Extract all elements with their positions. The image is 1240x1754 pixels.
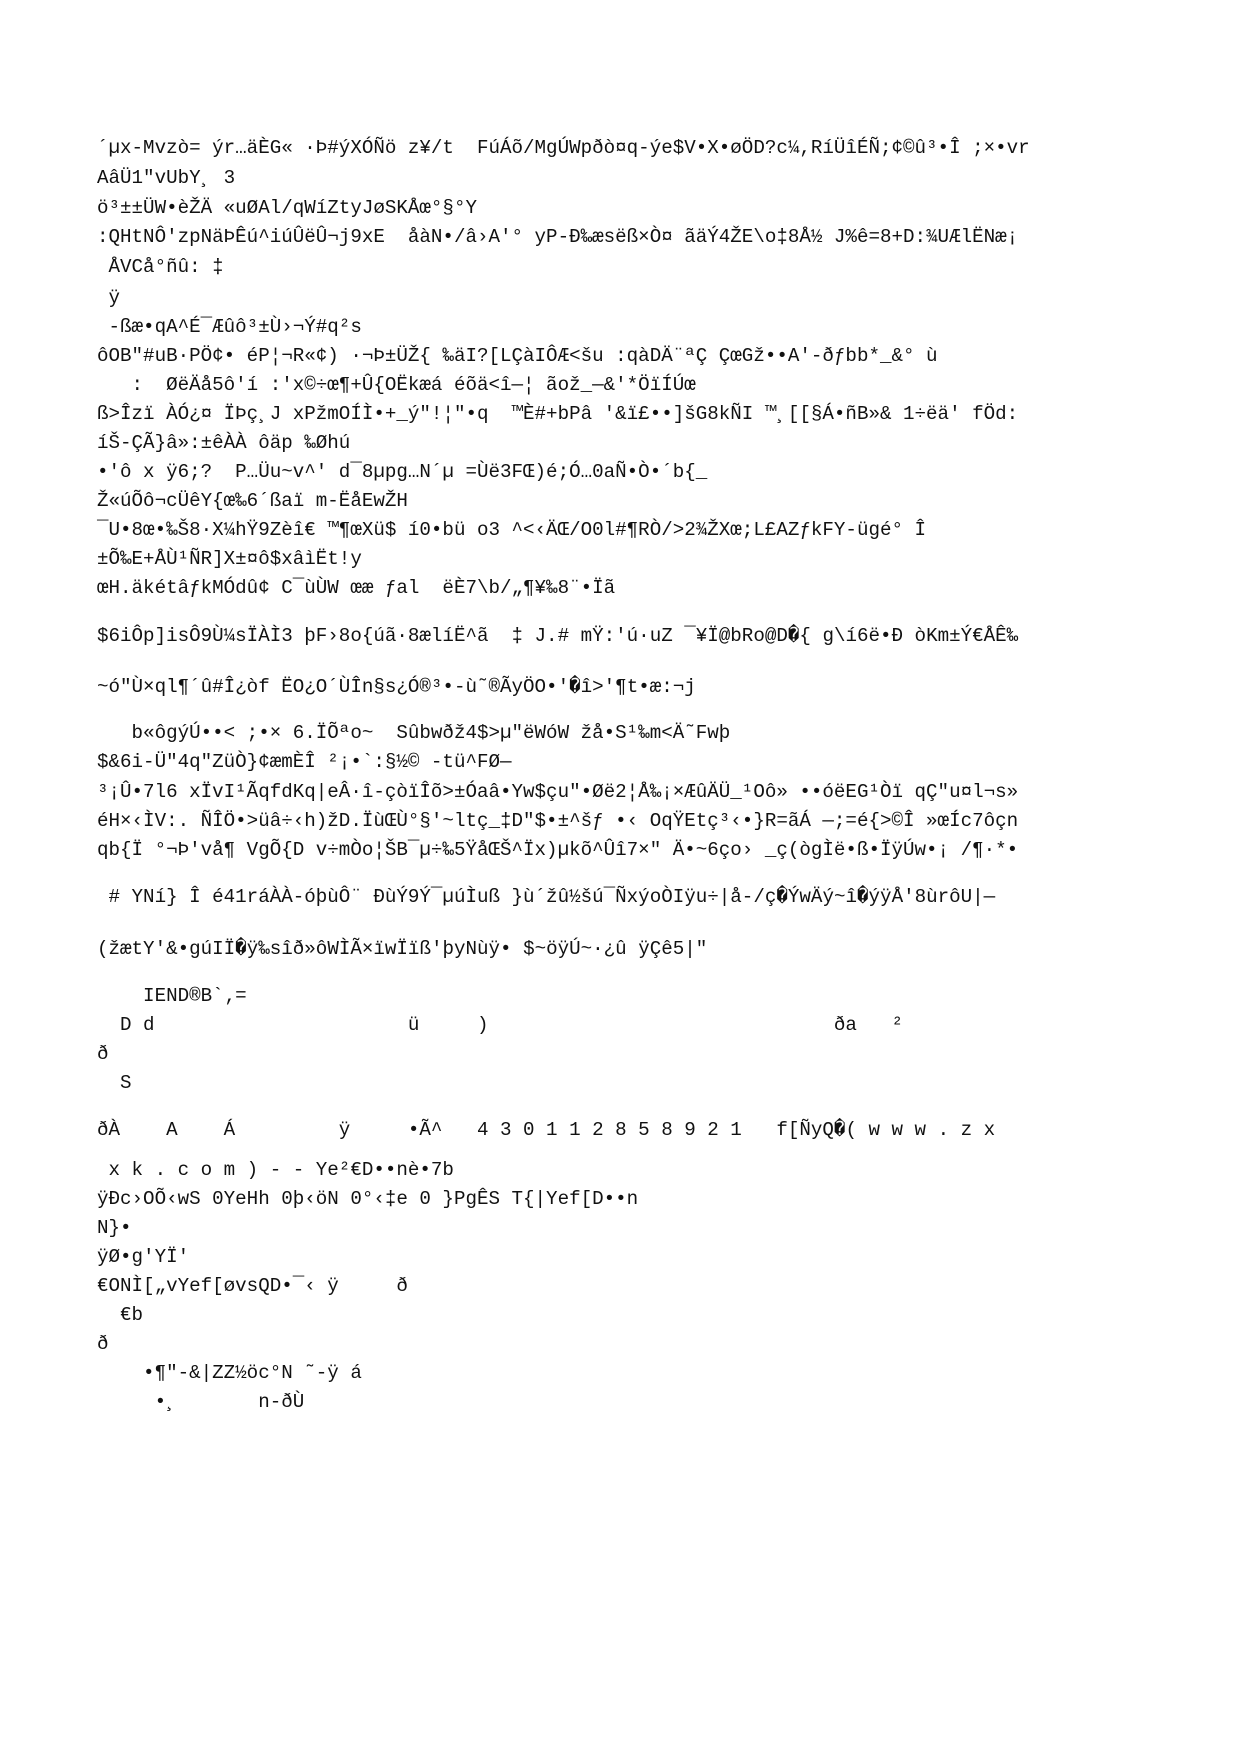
- text-line: ÿÐc›OÕ‹wS 0YeHh 0þ‹öN 0°‹‡e 0 }PgÊS T{|Yef[D••n: [97, 1188, 639, 1210]
- text-line: x k . c o m ) - - Ye²€D••nè•7b: [97, 1159, 454, 1181]
- text-line: •¸ n-ðÙ: [97, 1391, 305, 1413]
- text-line: ÿ: [97, 287, 121, 309]
- text-line: : ØëÄå5ô'í :'x©÷œ¶+Û{OËkæá éõä<î—¦ ãož_—&'*ÖïÍÚœ: [97, 374, 696, 396]
- text-line: €b: [97, 1304, 144, 1326]
- text-line: :QHtNÔ'zpNäÞÊú^iúÛëÛ¬j9xE åàN•/â›A'° yP-Ð‰æsëß×Ò¤ ãäÝ4ŽE\o‡8Å½ J%ê=8+D:¾UÆlËNæ¡: [97, 226, 1019, 248]
- text-line: $6iÔp]isÔ9Ù¼sÏÀÌ3 þF›8o{úã·8ælíË^ã ‡ J.# mŸ:'ú·uZ ¯¥Ï@bRo@D�{ g\í6ë•Ð òKm±Ý€ÅÊ‰: [97, 625, 1019, 647]
- text-line: œH.äkétâƒkMÓdû¢ C¯ùÙW œæ ƒal ëÈ7\b/„¶¥‰8¨•Ïã: [97, 577, 616, 599]
- text-line: AâÜ1"vUbY¸ 3: [97, 167, 236, 189]
- text-line: ôOB"#uB·PÖ¢• éP¦¬R«¢) ·¬Þ±ÜŽ{ ‰äI?[LÇàIÔÆ<šu :qàDÄ¨ªÇ ÇœGž••A'-ðƒbb*_&° ù: [97, 345, 938, 367]
- text-line: -ßæ•qA^É¯Æûô³±Ù›¬Ý#q²s: [97, 316, 362, 338]
- text-line: •¶"-&|ZZ½öc°N ˜-ÿ á: [97, 1362, 362, 1384]
- text-line: ÅVCå°ñû: ‡: [97, 256, 224, 278]
- text-line: (žætY'&•gúIÏ�ÿ‰sîð»ôWÌÃ×ïwÏïß'þyNùÿ• $~öÿÚ~·¿û ÿÇê5|": [97, 938, 708, 960]
- text-line: N}•: [97, 1217, 132, 1239]
- text-line: ÿØ•g'YÏ': [97, 1246, 190, 1268]
- text-line: ö³±±ÜW•èŽÄ «uØAl/qWíZtyJøSKÅœ°§°Y: [97, 197, 477, 219]
- text-line: Ž«úÕô¬cÜêY{œ‰6´ßaï m-ËåEwŽH: [97, 490, 408, 512]
- text-line: ±Õ‰E+ÅÙ¹ÑR]X±¤ô$xâìËt!y: [97, 548, 362, 570]
- text-line: ¯U•8œ•‰Š8·X¼hŸ9Zèî€ ™¶œXü$ í0•bü o3 ^<‹ÄŒ/O0l#¶RÒ/>2¾ŽXœ;L£AZƒkFY-ügé° Î: [97, 519, 927, 541]
- text-line: S: [97, 1072, 132, 1094]
- text-line: IEND®B`‚=: [97, 985, 247, 1007]
- text-line: ³¡Û•7l6 xÏvI¹ÃqfdKq|eÂ·î-çòïÎõ>±Óaâ•Yw$çu"•Øë2¦Å‰¡×ÆûÄÜ_¹Oô» ••óëEG¹Òï qÇ"u¤l¬s»: [97, 781, 1019, 803]
- text-line: qb{Ï °¬Þ'vå¶ VgÕ{D v÷mÒo¦ŠB¯µ÷‰5ŸåŒŠ^Ïx)µkõ^Ûî7×" Ä•~6ço› _ç(ògÌë•ß•ÏÿÚw•¡ /¶·*•: [97, 839, 1019, 861]
- text-line: ðÀ A Á ÿ •Ã^ 4 3 0 1 1 2 8 5 8 9 2 1 f[ÑyQ�( w w w . z x: [97, 1119, 996, 1141]
- text-line: ~ó"Ù×ql¶´û#Î¿òf ËO¿O´ÙÎn§s¿Ó®³•-ù˜®ÃyÖO•'�î>'¶t•æ:¬j: [97, 676, 696, 698]
- text-line: b«ôgýÚ••< ;•× 6.ÏÕªo~ Sûbwðž4$>µ"ëWóW žå•S¹‰m<Ä˜Fwþ: [97, 722, 731, 744]
- text-line: ð: [97, 1333, 109, 1355]
- text-line: $&6i-Ü"4q"ZüÒ}¢æmÈÎ ²¡•`:§½© -tü^FØ—: [97, 751, 512, 773]
- text-line: ´µx-Mvzò= ýr…äÈG« ·Þ#ýXÓÑö z¥/t FúÁõ/MgÚWpðò¤q-ýe$V•X•øÖD?c¼,RíÜîÉÑ;¢©û³•Î ;×•vr: [97, 137, 1030, 159]
- text-line: éH×‹ÌV:. ÑÎÖ•>üâ÷‹h)žD.ÏùŒÙ°§'~ltç_‡D"$•±^šƒ •‹ OqŸEtç³‹•}R=ãÁ —;=é{>©Î »œÍc7ôçn: [97, 810, 1019, 832]
- text-line: •'ô x ÿ6;? P…Üu~v^' d¯8µpg…N´µ =Ùë3FŒ)é;Ó…0aÑ•Ò•´b{_: [97, 461, 708, 483]
- text-line: ß>Îzï ÀÓ¿¤ ÏÞç¸J xPžmOÍÌ•+_ý"!¦"•q ™È#+bPâ '&ï£••]šG8kÑI ™¸[[§Á•ñB»& 1÷ëä' fÖd:: [97, 403, 1019, 425]
- text-line: €ONÌ[„vYef[øvsQD•¯‹ ÿ ð: [97, 1275, 408, 1297]
- text-line: # YNí} Î é41ráÀÀ-óþùÔ¨ ÐùÝ9Ý¯µúÌuß }ù´žû½šú¯ÑxýoÒIÿu÷|å-/ç�ÝwÄý~î�ýÿÅ'8ùrôU|—: [97, 886, 996, 908]
- text-line: D d ü ) ða ²: [97, 1014, 904, 1036]
- text-line: íŠ-ÇÃ}â»:±êÀÀ ôäp ‰Øhú: [97, 432, 351, 454]
- text-line: ð: [97, 1043, 109, 1065]
